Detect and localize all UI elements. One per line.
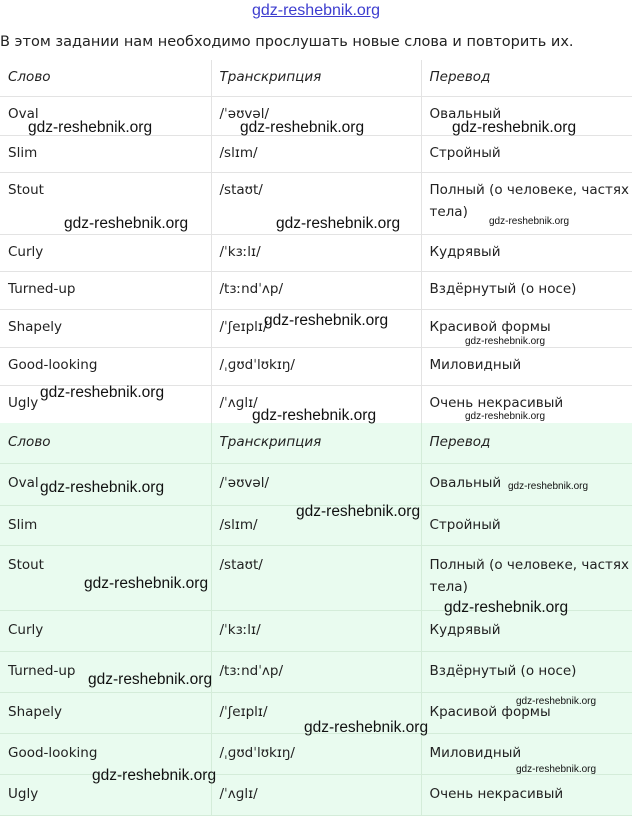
transcription-cell: /tɜːndˈʌp/: [211, 271, 421, 309]
watermark: gdz-reshebnik.org: [40, 384, 165, 401]
word-cell: Shapely: [0, 309, 211, 347]
word-cell: Stout: [0, 172, 211, 234]
watermark: gdz-reshebnik.org: [489, 216, 570, 227]
translation-cell: Кудрявый: [421, 234, 632, 271]
transcription-cell: /staʊt/: [211, 545, 421, 610]
word-cell: Slim: [0, 505, 211, 545]
translation-cell: Овальный: [421, 463, 632, 505]
word-cell: Good-looking: [0, 733, 211, 774]
watermark: gdz-reshebnik.org: [252, 407, 377, 424]
table-row: [0, 96, 632, 135]
translation-cell: Кудрявый: [421, 610, 632, 651]
table-row: [0, 234, 632, 271]
table-row: [0, 385, 632, 423]
word-cell: Slim: [0, 135, 211, 172]
translation-cell: Вздёрнутый (о носе): [421, 271, 632, 309]
table-row: [0, 505, 632, 545]
transcription-cell: /tɜːndˈʌp/: [211, 651, 421, 692]
header-translation: Перевод: [421, 423, 632, 463]
watermark: gdz-reshebnik.org: [276, 215, 401, 232]
header-word: Слово: [0, 423, 211, 463]
translation-cell: Миловидный: [421, 733, 632, 774]
transcription-cell: /ˈkɜːlɪ/: [211, 610, 421, 651]
watermark: gdz-reshebnik.org: [508, 481, 589, 492]
word-cell: Oval: [0, 96, 211, 135]
vocabulary-table: [0, 60, 632, 424]
header-word: Слово: [0, 60, 211, 96]
word-cell: Ugly: [0, 774, 211, 815]
header-translation: Перевод: [421, 60, 632, 96]
word-cell: Good-looking: [0, 347, 211, 385]
watermark: gdz-reshebnik.org: [28, 119, 153, 136]
transcription-cell: /ˈəʊvəl/: [211, 96, 421, 135]
watermark: gdz-reshebnik.org: [84, 575, 209, 592]
translation-cell: Овальный: [421, 96, 632, 135]
watermark: gdz-reshebnik.org: [516, 764, 597, 775]
transcription-cell: /ˈəʊvəl/: [211, 463, 421, 505]
table-row: [0, 172, 632, 234]
word-cell: Ugly: [0, 385, 211, 423]
translation-cell: Стройный: [421, 135, 632, 172]
table-header-row: [0, 60, 632, 96]
table-row: [0, 135, 632, 172]
translation-cell: Стройный: [421, 505, 632, 545]
translation-cell: Полный (о человеке, частях тела): [421, 172, 632, 234]
word-cell: Curly: [0, 610, 211, 651]
watermark: gdz-reshebnik.org: [304, 719, 429, 736]
watermark: gdz-reshebnik.org: [465, 336, 546, 347]
translation-cell: Очень некрасивый: [421, 774, 632, 815]
site-title-link[interactable]: gdz-reshebnik.org: [251, 2, 381, 19]
watermark: gdz-reshebnik.org: [296, 503, 421, 520]
watermark: gdz-reshebnik.org: [516, 696, 597, 707]
transcription-cell: /ˈkɜːlɪ/: [211, 234, 421, 271]
translation-cell: Полный (о человеке, частях тела): [421, 545, 632, 610]
watermark: gdz-reshebnik.org: [64, 215, 189, 232]
word-cell: Stout: [0, 545, 211, 610]
table-row: [0, 692, 632, 733]
table-row: [0, 545, 632, 610]
transcription-cell: /slɪm/: [211, 135, 421, 172]
transcription-cell: /ˈʃeɪplɪ/: [211, 309, 421, 347]
watermark: gdz-reshebnik.org: [452, 119, 577, 136]
table-header-row: [0, 423, 632, 463]
task-intro: В этом задании нам необходимо прослушать новые слова и повторить их.: [0, 34, 574, 50]
table-row: [0, 463, 632, 505]
transcription-cell: /ˌɡʊdˈlʊkɪŋ/: [211, 347, 421, 385]
watermark: gdz-reshebnik.org: [240, 119, 365, 136]
table-row: [0, 271, 632, 309]
transcription-cell: /ˈʃeɪplɪ/: [211, 692, 421, 733]
translation-cell: Очень некрасивый: [421, 385, 632, 423]
table-row: [0, 309, 632, 347]
transcription-cell: /ˌɡʊdˈlʊkɪŋ/: [211, 733, 421, 774]
translation-cell: Красивой формы: [421, 309, 632, 347]
transcription-cell: /staʊt/: [211, 172, 421, 234]
header-transcription: Транскрипция: [211, 60, 421, 96]
transcription-cell: /ˈʌɡlɪ/: [211, 385, 421, 423]
table-row: [0, 347, 632, 385]
watermark: gdz-reshebnik.org: [88, 671, 213, 688]
word-cell: Shapely: [0, 692, 211, 733]
translation-cell: Миловидный: [421, 347, 632, 385]
watermark: gdz-reshebnik.org: [444, 599, 569, 616]
table-row: [0, 733, 632, 774]
word-cell: Turned-up: [0, 651, 211, 692]
table-row: [0, 651, 632, 692]
watermark: gdz-reshebnik.org: [264, 312, 389, 329]
translation-cell: Вздёрнутый (о носе): [421, 651, 632, 692]
header-transcription: Транскрипция: [211, 423, 421, 463]
watermark: gdz-reshebnik.org: [92, 767, 217, 784]
watermark: gdz-reshebnik.org: [465, 411, 546, 422]
watermark: gdz-reshebnik.org: [40, 479, 165, 496]
transcription-cell: /slɪm/: [211, 505, 421, 545]
table-row: [0, 610, 632, 651]
word-cell: Turned-up: [0, 271, 211, 309]
table-row: [0, 774, 632, 815]
word-cell: Curly: [0, 234, 211, 271]
word-cell: Oval: [0, 463, 211, 505]
vocabulary-table-highlighted: [0, 423, 632, 816]
translation-cell: Красивой формы: [421, 692, 632, 733]
transcription-cell: /ˈʌɡlɪ/: [211, 774, 421, 815]
